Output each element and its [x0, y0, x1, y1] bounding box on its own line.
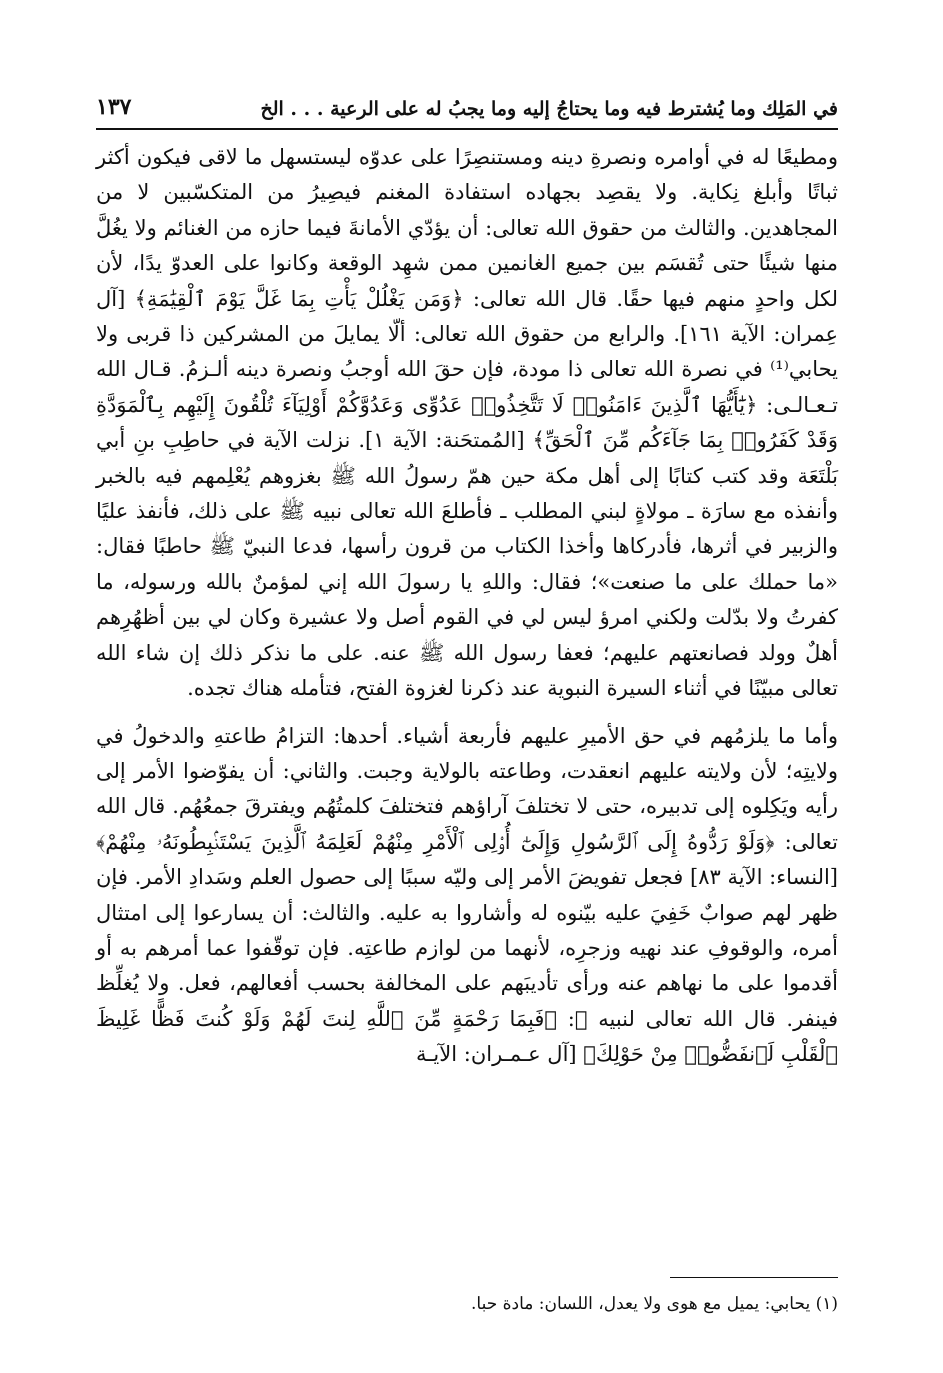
header-rule	[96, 128, 838, 130]
running-header-title: في المَلِك وما يُشترط فيه وما يحتاجُ إليه وما يجبُ له على الرعية . . . الخ	[260, 98, 838, 120]
running-header	[96, 88, 838, 120]
paragraph-1: ومطيعًا له في أوامره ونصرةِ دينه ومستنصِرًا على عدوّه ليستسهل ما لاقى فيكون أكثر ثباتًا وأبلغ نِكاية. ولا يقصِد بجهاده استفادة المغنم فيصِيرُ من المتكسّبين لا من المجاهدين. والثالث من حقوق الله تعالى: أن يؤدّي الأمانةَ فيما حازه من الغنائم ولا يغُلَّ منها شيئًا حتى تُقسَم بين جميع الغانمين ممن شهِد الوقعة وكانوا على العدوّ يدًا، لأن لكل واحدٍ منهم فيها حقًا. قال الله تعالى: ﴿وَمَن يَغْلُلْ يَأْتِ بِمَا غَلَّ يَوْمَ ٱلْقِيَٰمَةِ﴾ [آل عِمران: الآية ١٦١]. والرابع من حقوق الله تعالى: ألّا يمايلَ من المشركين ذا قربى ولا يحابي⁽¹⁾ في نصرة الله تعالى ذا مودة، فإن حقَ الله أوجبُ ونصرة دينه ألـزمُ. قـال الله تـعـالـى: ﴿يَٰٓأَيُّهَا ٱلَّذِينَ ءَامَنُوا۟ لَا تَتَّخِذُوا۟ عَدُوِّى وَعَدُوَّكُمْ أَوْلِيَآءَ تُلْقُونَ إِلَيْهِم بِٱلْمَوَدَّةِ وَقَدْ كَفَرُوا۟ بِمَا جَآءَكُم مِّنَ ٱلْحَقِّ﴾ [المُمتحَنة: الآية ١]. نزلت الآية في حاطِبِ بنِ أبي بَلْتَعَة وقد كتب كتابًا إلى أهل مكة حين همّ رسولُ الله ﷺ بغزوهم يُعْلِمهم فيه بالخبر وأنفذه مع سارَة ـ مولاةٍ لبني المطلب ـ فأطلعَ الله تعالى نبيه ﷺ على ذلك، فأنفذ عليًا والزبير في أثرها، فأدركاها وأخذا الكتاب من قرون رأسها، فدعا النبيّ ﷺ حاطبًا فقال: «ما حملك على ما صنعت»؛ فقال: واللهِ يا رسولَ الله إني لمؤمنٌ بالله ورسوله، ما كفرتُ ولا بدّلت ولكني امرؤ ليس لي في القوم أصل ولا عشيرة وكان لي بين أظهُرِهم أهلٌ وولد فصانعتهم عليهم؛ فعفا رسول الله ﷺ عنه. على ما نذكر ذلك إن شاء الله تعالى مبيّنًا في أثناء السيرة النبوية عند ذكرنا لغزوة الفتح، فتأمله هناك تجده.	[96, 145, 838, 701]
footnote: (١) يحابي: يميل مع هوى ولا يعدل، اللسان: مادة حبا.	[470, 1294, 838, 1314]
main-text	[96, 140, 838, 1073]
paragraph-2: وأما ما يلزمُهم في حق الأميرِ عليهم فأربعة أشياء. أحدها: التزامُ طاعتهِ والدخولُ في ولايتِه؛ لأن ولايته عليهم انعقدت، وطاعته بالولاية وجبت. والثاني: أن يفوّضوا الأمر إلى رأيه ويَكِلوه إلى تدبيره، حتى لا تختلفَ آراؤهم فتختلفَ كلمتُهُم ويفترقَ جمعُهُم. قال الله تعالى: ﴿وَلَوْ رَدُّوهُ إِلَى ٱلرَّسُولِ وَإِلَىٰٓ أُو۟لِى ٱلْأَمْرِ مِنْهُمْ لَعَلِمَهُ ٱلَّذِينَ يَسْتَنۢبِطُونَهُۥ مِنْهُمْ﴾ [النساء: الآية ٨٣] فجعل تفويضَ الأمر إلى وليّه سببًا إلى حصول العلم وسَدادِ الأمر. فإن ظهر لهم صوابٌ خَفِيَ عليه بيّنوه له وأشاروا به عليه. والثالث: أن يسارعوا إلى امتثال أمره، والوقوفِ عند نهيه وزجرِه، لأنهما من لوازم طاعتِه. فإن توقّفوا عما أمرهم به أو أقدموا على ما نهاهم عنه ورأى تأديبَهم على المخالفة بحسب أفعالهم، فعل. ولا يُغلِّظ فينفر. قال الله تعالى لنبيه ﷺ: ﴿فَبِمَا رَحْمَةٍ مِّنَ ٱللَّهِ لِنتَ لَهُمْ وَلَوْ كُنتَ فَظًّا غَلِيظَ ٱلْقَلْبِ لَٱنفَضُّوا۟ مِنْ حَوْلِكَ﴾ [آل عـمـران: الآيـة	[96, 723, 838, 1067]
footnote-rule	[670, 1277, 838, 1278]
page-number: ١٣٧	[96, 94, 132, 120]
